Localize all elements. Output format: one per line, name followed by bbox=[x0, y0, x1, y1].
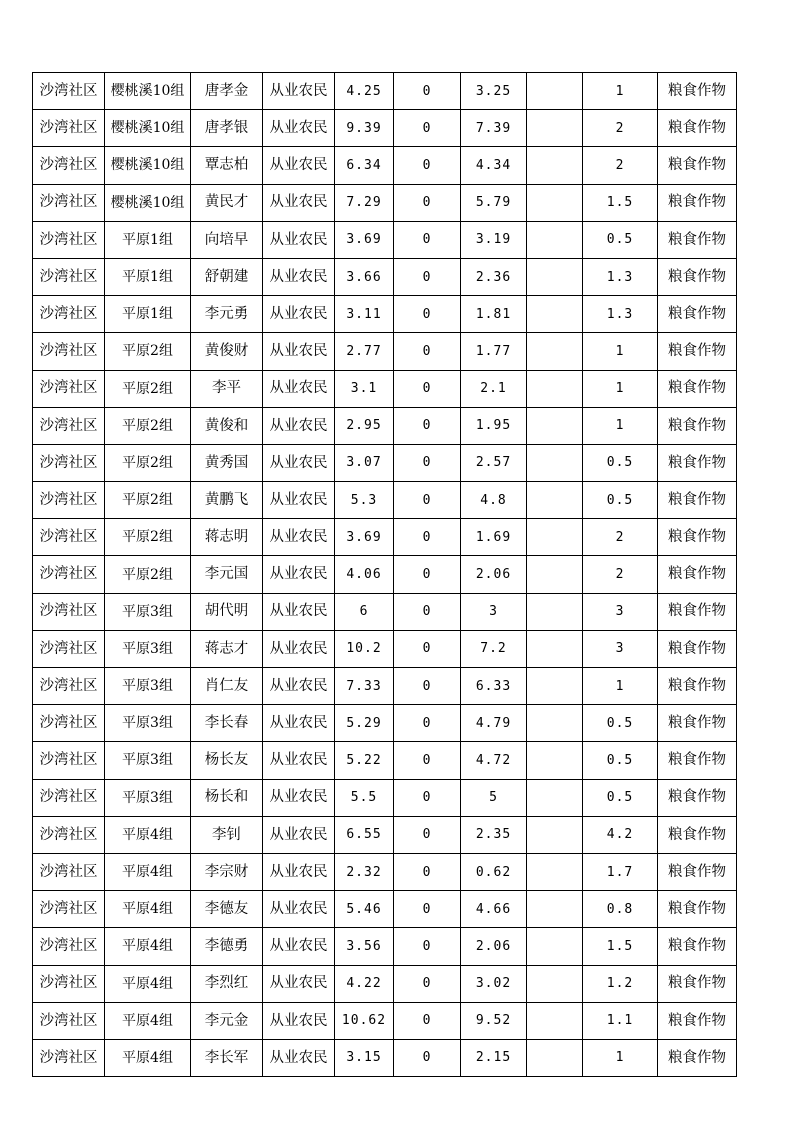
table-row bbox=[33, 482, 737, 519]
group-cell: 平原2组 bbox=[105, 333, 191, 370]
community-cell: 沙湾社区 bbox=[33, 333, 105, 370]
community-cell: 沙湾社区 bbox=[33, 779, 105, 816]
area-cell: 1.77 bbox=[461, 333, 527, 370]
zero-value-cell: 0 bbox=[394, 1002, 461, 1039]
table-body bbox=[33, 73, 737, 1077]
table-row bbox=[33, 333, 737, 370]
area-cell: 1.69 bbox=[461, 519, 527, 556]
table-row bbox=[33, 1002, 737, 1039]
blank-cell bbox=[527, 258, 583, 295]
name-cell: 李元金 bbox=[191, 1002, 263, 1039]
total-area-cell: 5.3 bbox=[335, 482, 394, 519]
crop-type-cell: 粮食作物 bbox=[658, 1039, 737, 1076]
group-cell: 平原4组 bbox=[105, 1002, 191, 1039]
value-cell: 1.2 bbox=[583, 965, 658, 1002]
value-cell: 1 bbox=[583, 73, 658, 110]
occupation-cell: 从业农民 bbox=[263, 519, 335, 556]
area-cell: 3.25 bbox=[461, 73, 527, 110]
value-cell: 1 bbox=[583, 1039, 658, 1076]
name-cell: 李宗财 bbox=[191, 853, 263, 890]
community-cell: 沙湾社区 bbox=[33, 147, 105, 184]
group-cell: 平原1组 bbox=[105, 296, 191, 333]
crop-type-cell: 粮食作物 bbox=[658, 296, 737, 333]
name-cell: 唐孝银 bbox=[191, 110, 263, 147]
total-area-cell: 4.25 bbox=[335, 73, 394, 110]
total-area-cell: 5.22 bbox=[335, 742, 394, 779]
area-cell: 4.34 bbox=[461, 147, 527, 184]
table-row bbox=[33, 444, 737, 481]
area-cell: 2.1 bbox=[461, 370, 527, 407]
name-cell: 李烈红 bbox=[191, 965, 263, 1002]
crop-type-cell: 粮食作物 bbox=[658, 928, 737, 965]
blank-cell bbox=[527, 370, 583, 407]
table-row bbox=[33, 853, 737, 890]
value-cell: 0.5 bbox=[583, 779, 658, 816]
value-cell: 0.5 bbox=[583, 482, 658, 519]
zero-value-cell: 0 bbox=[394, 258, 461, 295]
group-cell: 平原1组 bbox=[105, 258, 191, 295]
value-cell: 1.5 bbox=[583, 928, 658, 965]
blank-cell bbox=[527, 147, 583, 184]
total-area-cell: 3.1 bbox=[335, 370, 394, 407]
blank-cell bbox=[527, 779, 583, 816]
occupation-cell: 从业农民 bbox=[263, 742, 335, 779]
name-cell: 向培早 bbox=[191, 221, 263, 258]
crop-type-cell: 粮食作物 bbox=[658, 333, 737, 370]
community-cell: 沙湾社区 bbox=[33, 891, 105, 928]
group-cell: 平原2组 bbox=[105, 556, 191, 593]
area-cell: 2.35 bbox=[461, 816, 527, 853]
blank-cell bbox=[527, 73, 583, 110]
group-cell: 平原2组 bbox=[105, 444, 191, 481]
occupation-cell: 从业农民 bbox=[263, 221, 335, 258]
value-cell: 1 bbox=[583, 370, 658, 407]
blank-cell bbox=[527, 891, 583, 928]
blank-cell bbox=[527, 296, 583, 333]
crop-type-cell: 粮食作物 bbox=[658, 556, 737, 593]
name-cell: 覃志柏 bbox=[191, 147, 263, 184]
value-cell: 1 bbox=[583, 668, 658, 705]
zero-value-cell: 0 bbox=[394, 482, 461, 519]
value-cell: 1.5 bbox=[583, 184, 658, 221]
crop-type-cell: 粮食作物 bbox=[658, 965, 737, 1002]
occupation-cell: 从业农民 bbox=[263, 147, 335, 184]
community-cell: 沙湾社区 bbox=[33, 407, 105, 444]
group-cell: 平原3组 bbox=[105, 705, 191, 742]
group-cell: 平原2组 bbox=[105, 482, 191, 519]
table-row bbox=[33, 816, 737, 853]
crop-type-cell: 粮食作物 bbox=[658, 630, 737, 667]
area-cell: 6.33 bbox=[461, 668, 527, 705]
group-cell: 平原1组 bbox=[105, 221, 191, 258]
value-cell: 1.3 bbox=[583, 258, 658, 295]
area-cell: 2.57 bbox=[461, 444, 527, 481]
zero-value-cell: 0 bbox=[394, 853, 461, 890]
occupation-cell: 从业农民 bbox=[263, 1002, 335, 1039]
occupation-cell: 从业农民 bbox=[263, 184, 335, 221]
total-area-cell: 3.69 bbox=[335, 221, 394, 258]
occupation-cell: 从业农民 bbox=[263, 816, 335, 853]
name-cell: 杨长和 bbox=[191, 779, 263, 816]
community-cell: 沙湾社区 bbox=[33, 73, 105, 110]
crop-type-cell: 粮食作物 bbox=[658, 370, 737, 407]
total-area-cell: 6 bbox=[335, 593, 394, 630]
zero-value-cell: 0 bbox=[394, 816, 461, 853]
community-cell: 沙湾社区 bbox=[33, 816, 105, 853]
name-cell: 黄民才 bbox=[191, 184, 263, 221]
area-cell: 2.06 bbox=[461, 928, 527, 965]
crop-type-cell: 粮食作物 bbox=[658, 891, 737, 928]
value-cell: 0.8 bbox=[583, 891, 658, 928]
blank-cell bbox=[527, 110, 583, 147]
total-area-cell: 2.95 bbox=[335, 407, 394, 444]
zero-value-cell: 0 bbox=[394, 593, 461, 630]
name-cell: 蒋志才 bbox=[191, 630, 263, 667]
blank-cell bbox=[527, 965, 583, 1002]
community-cell: 沙湾社区 bbox=[33, 296, 105, 333]
total-area-cell: 9.39 bbox=[335, 110, 394, 147]
area-cell: 4.72 bbox=[461, 742, 527, 779]
table-row bbox=[33, 221, 737, 258]
area-cell: 1.81 bbox=[461, 296, 527, 333]
community-cell: 沙湾社区 bbox=[33, 853, 105, 890]
zero-value-cell: 0 bbox=[394, 630, 461, 667]
value-cell: 2 bbox=[583, 519, 658, 556]
crop-type-cell: 粮食作物 bbox=[658, 668, 737, 705]
crop-type-cell: 粮食作物 bbox=[658, 73, 737, 110]
blank-cell bbox=[527, 444, 583, 481]
table-row bbox=[33, 258, 737, 295]
table-row bbox=[33, 630, 737, 667]
community-cell: 沙湾社区 bbox=[33, 965, 105, 1002]
occupation-cell: 从业农民 bbox=[263, 407, 335, 444]
blank-cell bbox=[527, 407, 583, 444]
name-cell: 黄秀国 bbox=[191, 444, 263, 481]
area-cell: 7.2 bbox=[461, 630, 527, 667]
blank-cell bbox=[527, 184, 583, 221]
blank-cell bbox=[527, 593, 583, 630]
blank-cell bbox=[527, 668, 583, 705]
occupation-cell: 从业农民 bbox=[263, 482, 335, 519]
total-area-cell: 3.15 bbox=[335, 1039, 394, 1076]
name-cell: 李元国 bbox=[191, 556, 263, 593]
crop-type-cell: 粮食作物 bbox=[658, 1002, 737, 1039]
value-cell: 0.5 bbox=[583, 705, 658, 742]
community-cell: 沙湾社区 bbox=[33, 742, 105, 779]
community-cell: 沙湾社区 bbox=[33, 221, 105, 258]
table-row bbox=[33, 73, 737, 110]
name-cell: 李平 bbox=[191, 370, 263, 407]
area-cell: 4.8 bbox=[461, 482, 527, 519]
total-area-cell: 10.62 bbox=[335, 1002, 394, 1039]
area-cell: 3.02 bbox=[461, 965, 527, 1002]
community-cell: 沙湾社区 bbox=[33, 519, 105, 556]
total-area-cell: 4.06 bbox=[335, 556, 394, 593]
total-area-cell: 5.5 bbox=[335, 779, 394, 816]
community-cell: 沙湾社区 bbox=[33, 556, 105, 593]
table-row bbox=[33, 1039, 737, 1076]
blank-cell bbox=[527, 556, 583, 593]
blank-cell bbox=[527, 853, 583, 890]
total-area-cell: 3.07 bbox=[335, 444, 394, 481]
area-cell: 3.19 bbox=[461, 221, 527, 258]
community-cell: 沙湾社区 bbox=[33, 444, 105, 481]
crop-type-cell: 粮食作物 bbox=[658, 705, 737, 742]
area-cell: 2.06 bbox=[461, 556, 527, 593]
group-cell: 平原4组 bbox=[105, 965, 191, 1002]
group-cell: 樱桃溪10组 bbox=[105, 110, 191, 147]
zero-value-cell: 0 bbox=[394, 1039, 461, 1076]
name-cell: 黄俊和 bbox=[191, 407, 263, 444]
group-cell: 平原4组 bbox=[105, 816, 191, 853]
zero-value-cell: 0 bbox=[394, 444, 461, 481]
crop-type-cell: 粮食作物 bbox=[658, 593, 737, 630]
zero-value-cell: 0 bbox=[394, 928, 461, 965]
occupation-cell: 从业农民 bbox=[263, 258, 335, 295]
land-register-table bbox=[32, 72, 737, 1077]
total-area-cell: 3.56 bbox=[335, 928, 394, 965]
zero-value-cell: 0 bbox=[394, 110, 461, 147]
zero-value-cell: 0 bbox=[394, 333, 461, 370]
value-cell: 0.5 bbox=[583, 221, 658, 258]
total-area-cell: 2.32 bbox=[335, 853, 394, 890]
zero-value-cell: 0 bbox=[394, 519, 461, 556]
table-row bbox=[33, 147, 737, 184]
name-cell: 李长春 bbox=[191, 705, 263, 742]
crop-type-cell: 粮食作物 bbox=[658, 110, 737, 147]
community-cell: 沙湾社区 bbox=[33, 928, 105, 965]
table-row bbox=[33, 891, 737, 928]
area-cell: 0.62 bbox=[461, 853, 527, 890]
zero-value-cell: 0 bbox=[394, 705, 461, 742]
table-row bbox=[33, 407, 737, 444]
value-cell: 2 bbox=[583, 147, 658, 184]
community-cell: 沙湾社区 bbox=[33, 1002, 105, 1039]
zero-value-cell: 0 bbox=[394, 965, 461, 1002]
occupation-cell: 从业农民 bbox=[263, 370, 335, 407]
community-cell: 沙湾社区 bbox=[33, 705, 105, 742]
total-area-cell: 6.55 bbox=[335, 816, 394, 853]
value-cell: 1.1 bbox=[583, 1002, 658, 1039]
table-row bbox=[33, 779, 737, 816]
table-row bbox=[33, 296, 737, 333]
occupation-cell: 从业农民 bbox=[263, 965, 335, 1002]
occupation-cell: 从业农民 bbox=[263, 779, 335, 816]
blank-cell bbox=[527, 333, 583, 370]
table-row bbox=[33, 928, 737, 965]
name-cell: 蒋志明 bbox=[191, 519, 263, 556]
name-cell: 黄鹏飞 bbox=[191, 482, 263, 519]
group-cell: 平原2组 bbox=[105, 370, 191, 407]
total-area-cell: 6.34 bbox=[335, 147, 394, 184]
community-cell: 沙湾社区 bbox=[33, 668, 105, 705]
name-cell: 黄俊财 bbox=[191, 333, 263, 370]
area-cell: 3 bbox=[461, 593, 527, 630]
occupation-cell: 从业农民 bbox=[263, 593, 335, 630]
occupation-cell: 从业农民 bbox=[263, 668, 335, 705]
zero-value-cell: 0 bbox=[394, 370, 461, 407]
community-cell: 沙湾社区 bbox=[33, 482, 105, 519]
name-cell: 李德勇 bbox=[191, 928, 263, 965]
crop-type-cell: 粮食作物 bbox=[658, 482, 737, 519]
zero-value-cell: 0 bbox=[394, 184, 461, 221]
area-cell: 4.66 bbox=[461, 891, 527, 928]
area-cell: 5 bbox=[461, 779, 527, 816]
group-cell: 平原3组 bbox=[105, 630, 191, 667]
group-cell: 平原3组 bbox=[105, 779, 191, 816]
group-cell: 樱桃溪10组 bbox=[105, 147, 191, 184]
zero-value-cell: 0 bbox=[394, 73, 461, 110]
value-cell: 2 bbox=[583, 556, 658, 593]
name-cell: 肖仁友 bbox=[191, 668, 263, 705]
area-cell: 9.52 bbox=[461, 1002, 527, 1039]
group-cell: 平原2组 bbox=[105, 407, 191, 444]
value-cell: 4.2 bbox=[583, 816, 658, 853]
zero-value-cell: 0 bbox=[394, 742, 461, 779]
area-cell: 1.95 bbox=[461, 407, 527, 444]
occupation-cell: 从业农民 bbox=[263, 73, 335, 110]
table-row bbox=[33, 110, 737, 147]
value-cell: 2 bbox=[583, 110, 658, 147]
table-row bbox=[33, 965, 737, 1002]
value-cell: 1 bbox=[583, 333, 658, 370]
blank-cell bbox=[527, 928, 583, 965]
group-cell: 平原2组 bbox=[105, 519, 191, 556]
crop-type-cell: 粮食作物 bbox=[658, 221, 737, 258]
community-cell: 沙湾社区 bbox=[33, 370, 105, 407]
group-cell: 平原4组 bbox=[105, 853, 191, 890]
crop-type-cell: 粮食作物 bbox=[658, 816, 737, 853]
occupation-cell: 从业农民 bbox=[263, 444, 335, 481]
group-cell: 平原4组 bbox=[105, 891, 191, 928]
crop-type-cell: 粮食作物 bbox=[658, 444, 737, 481]
table-row bbox=[33, 668, 737, 705]
total-area-cell: 5.46 bbox=[335, 891, 394, 928]
community-cell: 沙湾社区 bbox=[33, 1039, 105, 1076]
crop-type-cell: 粮食作物 bbox=[658, 853, 737, 890]
occupation-cell: 从业农民 bbox=[263, 556, 335, 593]
crop-type-cell: 粮食作物 bbox=[658, 779, 737, 816]
crop-type-cell: 粮食作物 bbox=[658, 519, 737, 556]
value-cell: 0.5 bbox=[583, 742, 658, 779]
occupation-cell: 从业农民 bbox=[263, 928, 335, 965]
value-cell: 0.5 bbox=[583, 444, 658, 481]
zero-value-cell: 0 bbox=[394, 779, 461, 816]
occupation-cell: 从业农民 bbox=[263, 853, 335, 890]
zero-value-cell: 0 bbox=[394, 891, 461, 928]
zero-value-cell: 0 bbox=[394, 556, 461, 593]
zero-value-cell: 0 bbox=[394, 221, 461, 258]
name-cell: 李钊 bbox=[191, 816, 263, 853]
total-area-cell: 3.69 bbox=[335, 519, 394, 556]
crop-type-cell: 粮食作物 bbox=[658, 742, 737, 779]
total-area-cell: 7.33 bbox=[335, 668, 394, 705]
community-cell: 沙湾社区 bbox=[33, 593, 105, 630]
total-area-cell: 3.66 bbox=[335, 258, 394, 295]
table-row bbox=[33, 556, 737, 593]
blank-cell bbox=[527, 742, 583, 779]
occupation-cell: 从业农民 bbox=[263, 630, 335, 667]
area-cell: 4.79 bbox=[461, 705, 527, 742]
area-cell: 7.39 bbox=[461, 110, 527, 147]
blank-cell bbox=[527, 221, 583, 258]
group-cell: 平原3组 bbox=[105, 742, 191, 779]
community-cell: 沙湾社区 bbox=[33, 630, 105, 667]
value-cell: 1 bbox=[583, 407, 658, 444]
blank-cell bbox=[527, 482, 583, 519]
name-cell: 唐孝金 bbox=[191, 73, 263, 110]
community-cell: 沙湾社区 bbox=[33, 184, 105, 221]
table-row bbox=[33, 370, 737, 407]
name-cell: 李德友 bbox=[191, 891, 263, 928]
group-cell: 平原4组 bbox=[105, 928, 191, 965]
blank-cell bbox=[527, 630, 583, 667]
value-cell: 3 bbox=[583, 593, 658, 630]
area-cell: 2.15 bbox=[461, 1039, 527, 1076]
occupation-cell: 从业农民 bbox=[263, 891, 335, 928]
total-area-cell: 2.77 bbox=[335, 333, 394, 370]
table-row bbox=[33, 705, 737, 742]
group-cell: 平原4组 bbox=[105, 1039, 191, 1076]
area-cell: 2.36 bbox=[461, 258, 527, 295]
occupation-cell: 从业农民 bbox=[263, 110, 335, 147]
occupation-cell: 从业农民 bbox=[263, 296, 335, 333]
total-area-cell: 5.29 bbox=[335, 705, 394, 742]
group-cell: 樱桃溪10组 bbox=[105, 73, 191, 110]
table-row bbox=[33, 742, 737, 779]
occupation-cell: 从业农民 bbox=[263, 705, 335, 742]
crop-type-cell: 粮食作物 bbox=[658, 184, 737, 221]
total-area-cell: 3.11 bbox=[335, 296, 394, 333]
group-cell: 平原3组 bbox=[105, 593, 191, 630]
name-cell: 李元勇 bbox=[191, 296, 263, 333]
zero-value-cell: 0 bbox=[394, 296, 461, 333]
blank-cell bbox=[527, 1039, 583, 1076]
value-cell: 1.7 bbox=[583, 853, 658, 890]
area-cell: 5.79 bbox=[461, 184, 527, 221]
name-cell: 胡代明 bbox=[191, 593, 263, 630]
blank-cell bbox=[527, 816, 583, 853]
community-cell: 沙湾社区 bbox=[33, 258, 105, 295]
blank-cell bbox=[527, 1002, 583, 1039]
zero-value-cell: 0 bbox=[394, 668, 461, 705]
name-cell: 李长军 bbox=[191, 1039, 263, 1076]
community-cell: 沙湾社区 bbox=[33, 110, 105, 147]
name-cell: 杨长友 bbox=[191, 742, 263, 779]
group-cell: 樱桃溪10组 bbox=[105, 184, 191, 221]
value-cell: 3 bbox=[583, 630, 658, 667]
name-cell: 舒朝建 bbox=[191, 258, 263, 295]
crop-type-cell: 粮食作物 bbox=[658, 407, 737, 444]
occupation-cell: 从业农民 bbox=[263, 333, 335, 370]
group-cell: 平原3组 bbox=[105, 668, 191, 705]
value-cell: 1.3 bbox=[583, 296, 658, 333]
total-area-cell: 7.29 bbox=[335, 184, 394, 221]
blank-cell bbox=[527, 705, 583, 742]
zero-value-cell: 0 bbox=[394, 407, 461, 444]
table-row bbox=[33, 184, 737, 221]
table-row bbox=[33, 593, 737, 630]
crop-type-cell: 粮食作物 bbox=[658, 258, 737, 295]
total-area-cell: 4.22 bbox=[335, 965, 394, 1002]
total-area-cell: 10.2 bbox=[335, 630, 394, 667]
crop-type-cell: 粮食作物 bbox=[658, 147, 737, 184]
table-row bbox=[33, 519, 737, 556]
occupation-cell: 从业农民 bbox=[263, 1039, 335, 1076]
blank-cell bbox=[527, 519, 583, 556]
zero-value-cell: 0 bbox=[394, 147, 461, 184]
